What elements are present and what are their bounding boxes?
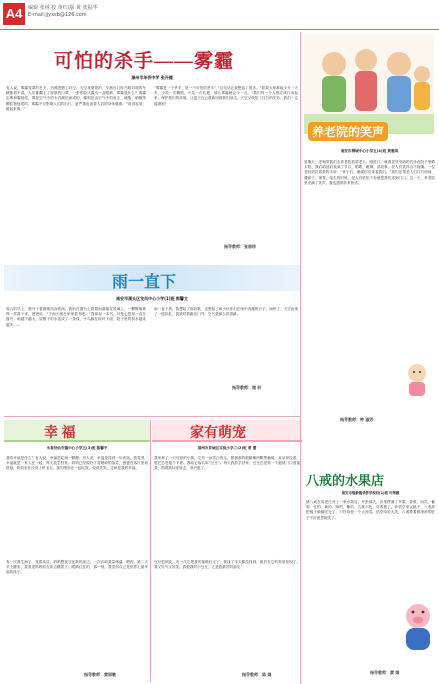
article-body-col1: 我家养了一只可爱的小狗，它有一身雪白的毛，圆溜溜的眼睛像两颗黑葡萄，耳朵耷拉着，尾巴总是摇个不停。我给它取名叫“豆豆”。每天我放学回家，豆豆总是第一个跑到门口迎接我，围着我转来转去，高兴极了。 [154,456,300,471]
pig-cartoon-icon [398,602,438,654]
article-body-col1: 有人说，雾霾笼罩的冬天，仿佛进错了时空。天空灰蒙蒙的，早晨出门时马路对面的车辆都看不清，人们都戴上了厚厚的口罩，一张张脸只露出一双眼睛。雾霾是什么？雾霾由雾和霾组成，雾是空气中的水汽凝结而成的，霾则是由空气中的灰尘、硫酸、硝酸等颗粒物组成的。雾霾不仅影响人们的出行，更严重危害着人们的身体健康。“说得容易，做起来难。” [6,86,146,111]
heading-banner [4,420,150,442]
article-title: 养老院的笑声 [308,122,388,141]
elderly-illustration [304,34,434,134]
article-byline: 永春县仙夹镇中心小学五(3)班 陈馨平 [46,446,108,450]
article-body-col2: 豆豆很调皮，有一次它把我的拖鞋叼走了，我找了半天都没找到，最后在它的窝里发现了。我又好气又好笑。我爱我的小豆豆，它是我最好的朋友！ [154,560,300,570]
article-body: 星期天，老师带我们去养老院看望老人。刚进门，就看见爷爷奶奶们坐在院子里晒太阳。我们给他们表演了节目，唱歌、跳舞、讲故事，老人们笑得合不拢嘴。一位老奶奶拉着我的手说：“孩子们，谢谢你们来看我们。”我们还帮老人们打扫房间、叠被子、捶背。临走的时候，老人们依依不舍地把我们送到门口。这一天，养老院里充满了笑声，我也感到非常快乐。 [304,160,435,185]
article-smog [4,32,300,264]
article-nursing-home [300,32,439,422]
article-byline: 漳州市华侨中学 张开捷 [131,75,173,80]
article-fruit-shop [302,470,439,684]
cartoon-child-icon [400,362,434,398]
teacher-credit: 指导教师：黄 娟 [370,670,400,675]
article-pet [152,420,302,682]
page-header [0,0,439,32]
article-body-col2: 有一次我生病了，发着高烧，妈妈整夜守在我的床边，一次次给我量体温、喂药。第二天早上醒来，我看见妈妈趴在床边睡着了，眼睛红红的。那一刻，我觉得自己是世界上最幸福的孩子。 [6,560,148,575]
article-body-col1: 我的幸福是什么？有人说，幸福是吃到一颗糖；有人说，幸福是得到一句表扬。我觉得，幸福就是一家人在一起。每天放学回家，妈妈已经做好了香喷喷的饭菜，爸爸在客厅里看报纸，奶奶坐在沙发上织毛衣。我们围坐在一起吃饭，说说笑笑，这就是我的幸福。 [6,456,148,471]
divider-horizontal [4,416,300,417]
divider-vertical-right [300,32,301,684]
article-rain [4,265,300,405]
article-happiness [4,420,150,682]
header-rule [0,29,439,30]
teacher-credit: 指导教师：谢 轩 [232,385,262,390]
teacher-credit: 指导教师：钟 淑芳 [340,417,374,422]
article-byline: 南安市溪头区龙凤中心小学(1)班 郭馨文 [116,296,188,301]
article-title: 家有萌宠 [190,426,246,441]
editor-line: 编辑 张林 校 黄红/版 黄 张振华 [28,5,98,11]
article-byline: 漳州市芗城区实验小学三(2)班 黄 蕾 [197,446,257,450]
article-body: 猪八戒在高老庄开了一家水果店。开张那天，店里摆满了苹果、香蕉、西瓜、葡萄，红的、黄的、绿的、紫的，五颜六色，好看极了。孙悟空来买桃子，八戒却把桃子偷偷吃光了，只好给他一个大西瓜。悟空哈哈大笑，八戒摸着圆滚滚的肚子不好意思地笑了。 [306,500,435,520]
teacher-credit: 指导教师：张丽珍 [224,244,256,249]
article-body-col2: 雨一直下着，我想起了那首歌，也想起了和小伙伴们在雨中奔跑的日子。雨停了，天空出现了一道彩虹，我欢呼着跑出门外，空气是那么的清新。 [154,307,298,317]
teacher-credit: 指导教师：黄丽敏 [84,672,116,677]
teacher-credit: 指导教师：陈 娟 [242,672,272,677]
page-number-badge: A4 [3,3,25,25]
article-title: 可怕的杀手——雾霾 [54,51,235,72]
article-title: 八戒的水果店 [306,473,385,488]
divider-vertical-left [150,420,151,682]
article-title: 雨一直下 [112,274,177,291]
article-byline: 南安市翔新镇华侨学校四(1)班 许翠娜 [341,491,400,495]
email-line: E-mail:jjyxsb@126.com [28,12,87,18]
article-body-col1: 周六的早上，窗外下着淅淅沥沥的雨，我趴在窗台上看着雨滴落在玻璃上，一颗颗像珍珠一样滑下来。爸爸说：“下雨天就在家里看书吧。”我拿起一本书，可是心思却一直在窗外。雨越下越大，屋檐下的水连成了一条线，小鸟躲在树叶下面，院子里的积水越来越多…… [6,307,146,327]
article-body-col2: “雾霾是一个杀手，是一个可怕的杀手！”这句话让我想起了很多。“如果大家都能少开一天车，少放一次鞭炮，少烧一次垃圾，那么雾霾就会少一点。”我们每一个人都应该行动起来，保护我们的环境，让蓝天白云重新回到我们身边。天空又恢复了往日的光彩，我们一定能做到！ [154,86,298,106]
article-title: 幸 福 [44,426,76,441]
article-byline: 南安市柳城中心小学五(4)班 黄雅琪 [340,149,399,153]
